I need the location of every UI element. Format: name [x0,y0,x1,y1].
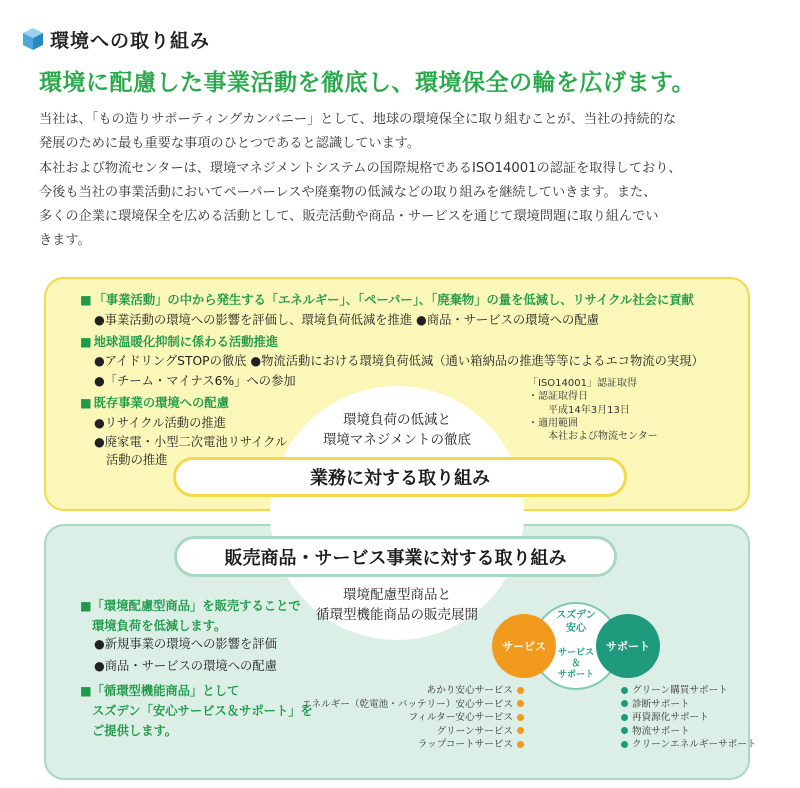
intro-line: 今後も当社の事業活動においてペーパーレスや廃棄物の低減などの取り組みを継続していきます。また、 [39,184,657,200]
service-item: ラップコートサービス [302,738,524,752]
venn-center-line: スズデン [556,610,596,621]
venn-overlap-line: サービス [557,648,595,658]
circle-line: 循環型機能商品の販売展開 [316,607,478,623]
intro-line: 当社は、「もの造りサポーティングカンパニー」として、地球の環境保全に取り組むことが、当社の持続的な [39,112,677,127]
business-item: ●アイドリングSTOPの徹底 ●物流活動における環境負荷低減（通い箱納品の推進等等によるエコ物流の実現） [94,354,704,368]
business-item: ●「チーム・マイナス6%」への参加 [94,374,296,388]
cube-icon [22,27,44,51]
sales-title-line: ■「環境配慮型商品」を販売することで [80,599,301,613]
business-circle-text [300,410,494,450]
support-item: 再資源化サポート [621,711,757,725]
business-item: 活動の推進 [106,453,168,467]
section-title: 環境への取り組み [50,29,211,52]
sales-footer-line: スズデン「安心サービス＆サポート」を [92,704,313,718]
venn-service-label: サービス [502,640,546,653]
business-pill: 業務に対する取り組み [173,457,627,497]
business-item: ●廃家電・小型二次電池リサイクル [94,435,288,449]
business-section-title: ■ 「事業活動」の中から発生する「エネルギー」、「ペーパー」、「廃棄物」の量を低減し、リサイクル社会に貢献 [80,290,694,308]
support-item: 診断サポート [621,698,757,712]
sales-left-title [80,596,301,636]
service-item: グリーンサービス [302,725,524,739]
sales-item: ●新規事業の環境への影響を評価 [94,637,277,651]
service-item: あかり安心サービス [302,684,524,698]
venn-overlap-line: ＆ [571,659,581,669]
teal-dot-icon [621,741,628,748]
business-item: ●事業活動の環境への影響を評価し、環境負荷低減を推進 ●商品・サービスの環境への配慮 [94,313,599,327]
teal-dot-icon [621,727,628,734]
orange-dot-icon [517,687,524,694]
iso-line: 「ISO14001」認証取得 [528,378,637,389]
sales-footer-line: ■「循環型機能商品」として [80,684,240,698]
intro-line: 発展のために最も重要な事項のひとつであると認識しています。 [39,136,421,152]
teal-dot-icon [621,687,628,694]
iso-line: ・認証取得日 [528,391,588,403]
venn-center-line: 安心 [566,623,586,634]
orange-dot-icon [517,700,524,707]
support-item: クリーンエネルギーサポート [621,738,757,752]
iso-line: ・適用範囲 [528,417,578,429]
sales-pill: 販売商品・サービス事業に対する取り組み [174,536,617,577]
circle-line: 環境配慮型商品と [343,587,451,603]
orange-dot-icon [517,741,524,748]
service-list [302,684,524,752]
iso-note [528,377,658,443]
support-item: グリーン購買サポート [621,684,757,698]
orange-dot-icon [517,727,524,734]
venn-support-label: サポート [606,640,650,653]
service-item: エネルギー（乾電池・バッテリー）安心サービス [302,698,524,712]
tagline: 環境に配慮した事業活動を徹底し、環境保全の輪を広げます。 [39,70,696,96]
orange-dot-icon [517,714,524,721]
business-item: ●リサイクル活動の推進 [94,416,226,430]
sales-footer-line: ご提供します。 [92,724,178,738]
intro-line: きます。 [39,233,91,249]
teal-dot-icon [621,700,628,707]
sales-title-line: 環境負荷を低減します。 [92,619,227,633]
intro-text [39,108,759,254]
circle-line: 環境負荷の低減と [343,412,451,428]
business-section-title: ■ 既存事業の環境への配慮 [80,393,229,411]
iso-line: 本社および物流センター [548,431,658,443]
intro-line: 多くの企業に環境保全を広める活動として、販売活動や商品・サービスを通じて環境問題に取り組んでい [39,209,659,225]
sales-circle-text [300,585,494,625]
business-section-title: ■ 地球温暖化抑制に係わる活動推進 [80,332,278,350]
intro-line: 本社および物流センターは、環境マネジメントシステムの国際規格であるISO14001の認証を取得しており、 [39,160,682,176]
service-support-venn [486,600,666,696]
support-list [621,684,757,752]
section-header [22,24,210,54]
circle-line: 環境マネジメントの徹底 [322,432,472,448]
sales-left-footer [80,681,313,741]
sales-item: ●商品・サービスの環境への配慮 [94,659,277,673]
teal-dot-icon [621,714,628,721]
iso-line: 平成14年3月13日 [548,404,630,416]
service-item: フィルター安心サービス [302,711,524,725]
support-item: 物流サポート [621,725,757,739]
venn-overlap-line: サポート [557,670,595,680]
